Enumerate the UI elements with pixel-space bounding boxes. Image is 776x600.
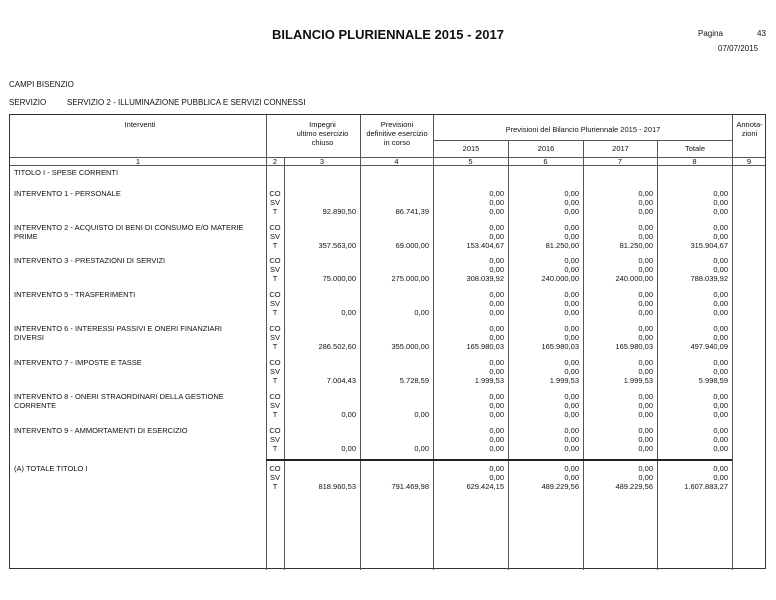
intervento-row-y2017-values: 0,00 0,00 81.250,00 xyxy=(619,223,653,250)
totale-titolo-row-codes: CO SV T xyxy=(269,464,281,491)
intervento-row-y2016-values: 0,00 0,00 1.999,53 xyxy=(549,358,579,385)
intervento-row-impegni-values: 0,00 xyxy=(341,444,356,453)
intervento-row-y2017-values: 0,00 0,00 240.000,00 xyxy=(615,256,653,283)
intervento-row-impegni-values: 7.004,43 xyxy=(326,376,356,385)
intervento-row-label: INTERVENTO 1 - PERSONALE xyxy=(14,189,121,198)
col-number: 5 xyxy=(468,157,473,166)
col-number: 2 xyxy=(272,157,278,166)
intervento-row-y2017-values: 0,00 0,00 0,00 xyxy=(638,189,653,216)
intervento-row-y2015-values: 0,00 0,00 0,00 xyxy=(489,426,504,453)
intervento-row-label: INTERVENTO 3 - PRESTAZIONI DI SERVIZI xyxy=(14,256,166,265)
totale-titolo-row-previsioni-values: 791.469,98 xyxy=(391,482,429,491)
totale-titolo-row-label: (A) TOTALE TITOLO I xyxy=(14,464,88,473)
col-number: 6 xyxy=(543,157,548,166)
totale-titolo-row-y2015-values: 0,00 0,00 629.424,15 xyxy=(466,464,504,491)
col-number: 9 xyxy=(746,157,752,166)
intervento-row-y2017-values: 0,00 0,00 165.980,03 xyxy=(615,324,653,351)
col-header-previsioni: Previsioni definitive esercizio in corso xyxy=(366,120,428,147)
intervento-row-y2016-values: 0,00 0,00 0,00 xyxy=(564,392,579,419)
intervento-row-y2016-values: 0,00 0,00 0,00 xyxy=(564,290,579,317)
intervento-row-y2016-values: 0,00 0,00 240.000,00 xyxy=(541,256,579,283)
page-number: 43 xyxy=(757,29,766,38)
intervento-row-previsioni-values: 0,00 xyxy=(414,444,429,453)
intervento-row-label: INTERVENTO 5 - TRASFERIMENTI xyxy=(14,290,136,299)
totale-titolo-row-y2016-values: 0,00 0,00 489.229,56 xyxy=(541,464,579,491)
intervento-row-impegni-values: 92.890,50 xyxy=(322,207,356,216)
servizio-value: SERVIZIO 2 - ILLUMINAZIONE PUBBLICA E SERVIZI CONNESSI xyxy=(67,98,306,107)
intervento-row-totale-values: 0,00 0,00 5.998,59 xyxy=(698,358,728,385)
totale-titolo-row-y2017-values: 0,00 0,00 489.229,56 xyxy=(615,464,653,491)
intervento-row-totale-values: 0,00 0,00 0,00 xyxy=(713,426,728,453)
totale-titolo-row-impegni-values: 818.960,53 xyxy=(318,482,356,491)
intervento-row-impegni-values: 357.563,00 xyxy=(318,241,356,250)
intervento-row-impegni-values: 0,00 xyxy=(341,410,356,419)
col-header-totale: Totale xyxy=(684,144,705,153)
intervento-row-codes: CO SV T xyxy=(269,256,281,283)
intervento-row-y2015-values: 0,00 0,00 0,00 xyxy=(489,189,504,216)
intervento-row-impegni-values: 75.000,00 xyxy=(322,274,356,283)
col-header-2016: 2016 xyxy=(537,144,555,153)
col-header-annotazioni: Annota- zioni xyxy=(736,120,763,138)
intervento-row-y2017-values: 0,00 0,00 0,00 xyxy=(638,426,653,453)
intervento-row-y2016-values: 0,00 0,00 0,00 xyxy=(564,189,579,216)
intervento-row-codes: CO SV T xyxy=(269,324,281,351)
intervento-row-previsioni-values: 5.728,59 xyxy=(399,376,429,385)
budget-table xyxy=(9,114,766,569)
col-number: 1 xyxy=(135,157,141,166)
col-header-impegni: Impegni ultimo esercizio chiuso xyxy=(296,120,349,147)
intervento-row-label: INTERVENTO 2 - ACQUISTO DI BENI DI CONSUMO E/O MATERIE PRIME xyxy=(14,223,244,241)
intervento-row-totale-values: 0,00 0,00 315.904,67 xyxy=(690,223,728,250)
total-divider xyxy=(266,459,732,461)
intervento-row-y2016-values: 0,00 0,00 81.250,00 xyxy=(545,223,579,250)
page-label: Pagina xyxy=(698,29,723,38)
intervento-row-previsioni-values: 86.741,39 xyxy=(395,207,429,216)
header-divider xyxy=(433,140,732,141)
intervento-row-codes: CO SV T xyxy=(269,426,281,453)
col-header-2017: 2017 xyxy=(612,144,629,153)
intervento-row-codes: CO SV T xyxy=(269,358,281,385)
intervento-row-codes: CO SV T xyxy=(269,189,281,216)
intervento-row-totale-values: 0,00 0,00 497.940,09 xyxy=(690,324,728,351)
intervento-row-totale-values: 0,00 0,00 788.039,92 xyxy=(690,256,728,283)
intervento-row-previsioni-values: 275.000,00 xyxy=(391,274,429,283)
intervento-row-y2016-values: 0,00 0,00 165.980,03 xyxy=(541,324,579,351)
intervento-row-previsioni-values: 355.000,00 xyxy=(391,342,429,351)
intervento-row-label: INTERVENTO 8 - ONERI STRAORDINARI DELLA GESTIONE CORRENTE xyxy=(14,392,224,410)
intervento-row-totale-values: 0,00 0,00 0,00 xyxy=(713,392,728,419)
col-header-2015: 2015 xyxy=(462,144,480,153)
report-date: 07/07/2015 xyxy=(718,44,759,53)
servizio-label: SERVIZIO xyxy=(9,98,47,107)
col-number: 3 xyxy=(319,157,325,166)
col-number: 8 xyxy=(692,157,697,166)
intervento-row-codes: CO SV T xyxy=(269,290,281,317)
intervento-row-impegni-values: 286.502,60 xyxy=(318,342,356,351)
intervento-row-codes: CO SV T xyxy=(269,223,281,250)
intervento-row-previsioni-values: 69.000,00 xyxy=(395,241,429,250)
totale-titolo-row-totale-values: 0,00 0,00 1.607.883,27 xyxy=(684,464,728,491)
intervento-row-label: INTERVENTO 6 - INTERESSI PASSIVI E ONERI FINANZIARI DIVERSI xyxy=(14,324,222,342)
intervento-row-y2017-values: 0,00 0,00 0,00 xyxy=(638,392,653,419)
ente-name: CAMPI BISENZIO xyxy=(9,80,74,89)
intervento-row-y2015-values: 0,00 0,00 308.039,92 xyxy=(466,256,504,283)
col-number: 7 xyxy=(617,157,623,166)
intervento-row-totale-values: 0,00 0,00 0,00 xyxy=(713,189,728,216)
intervento-row-y2015-values: 0,00 0,00 165.980,03 xyxy=(466,324,504,351)
col-divider xyxy=(732,115,733,570)
report-title: BILANCIO PLURIENNALE 2015 - 2017 xyxy=(272,27,504,42)
intervento-row-previsioni-values: 0,00 xyxy=(414,308,429,317)
intervento-row-impegni-values: 0,00 xyxy=(341,308,356,317)
intervento-row-totale-values: 0,00 0,00 0,00 xyxy=(713,290,728,317)
intervento-row-label: INTERVENTO 7 - IMPOSTE E TASSE xyxy=(14,358,142,367)
section-title: TITOLO I - SPESE CORRENTI xyxy=(14,168,119,177)
intervento-row-label: INTERVENTO 9 - AMMORTAMENTI DI ESERCIZIO xyxy=(14,426,188,435)
col-header-pluriennale: Previsioni del Bilancio Pluriennale 2015 - 2017 xyxy=(505,125,661,134)
intervento-row-y2015-values: 0,00 0,00 0,00 xyxy=(489,290,504,317)
col-number: 4 xyxy=(394,157,399,166)
intervento-row-y2016-values: 0,00 0,00 0,00 xyxy=(564,426,579,453)
intervento-row-y2015-values: 0,00 0,00 1.999,53 xyxy=(474,358,504,385)
intervento-row-y2015-values: 0,00 0,00 0,00 xyxy=(489,392,504,419)
col-header-interventi: Interventi xyxy=(124,120,156,129)
intervento-row-y2015-values: 0,00 0,00 153.404,67 xyxy=(466,223,504,250)
intervento-row-codes: CO SV T xyxy=(269,392,281,419)
intervento-row-previsioni-values: 0,00 xyxy=(414,410,429,419)
intervento-row-y2017-values: 0,00 0,00 0,00 xyxy=(638,290,653,317)
intervento-row-y2017-values: 0,00 0,00 1.999,53 xyxy=(623,358,653,385)
